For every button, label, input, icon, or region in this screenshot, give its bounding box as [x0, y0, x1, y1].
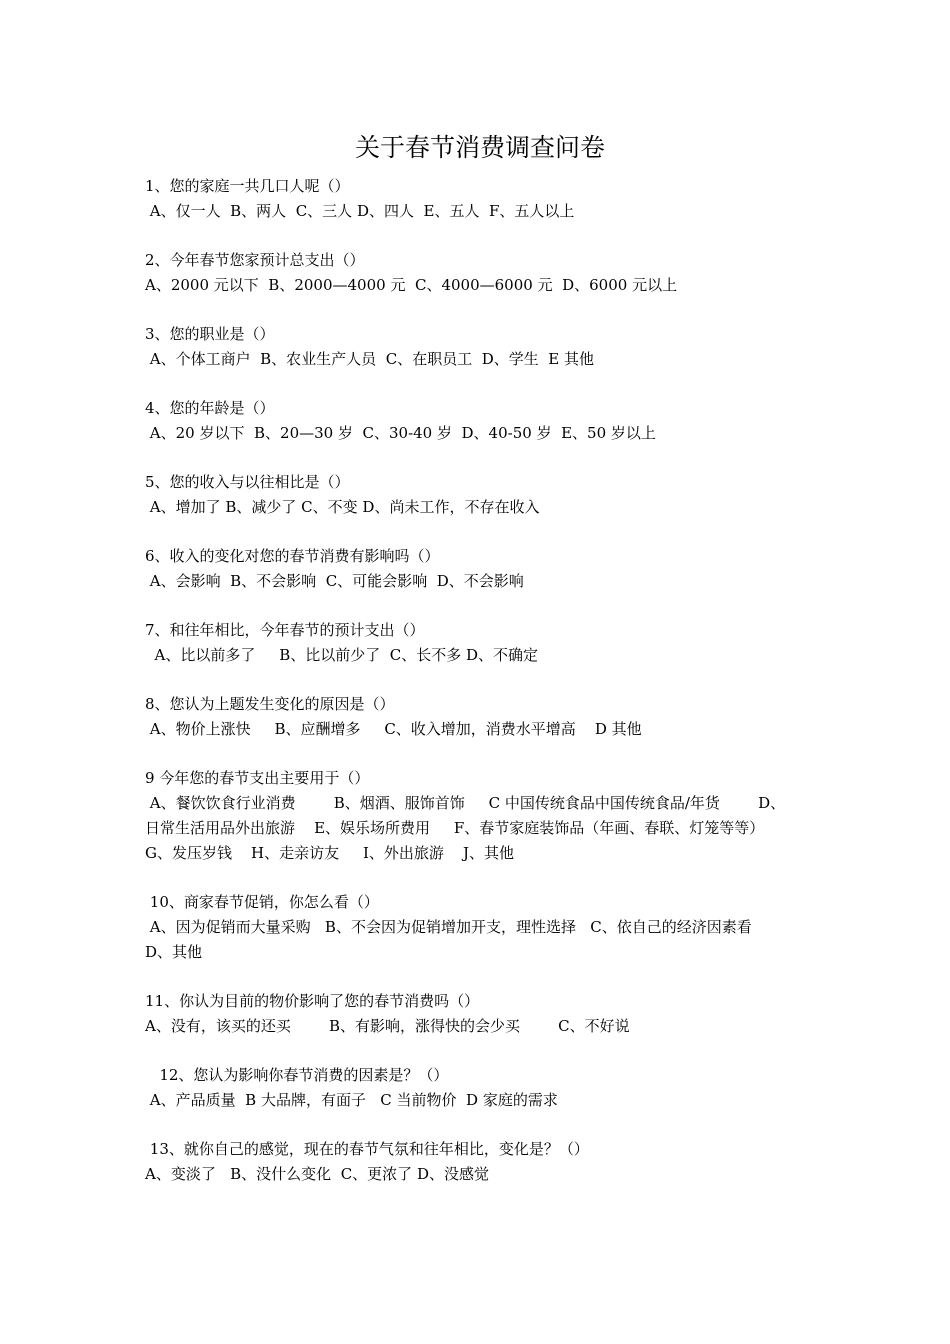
question-text: 6、收入的变化对您的春节消费有影响吗（）: [145, 547, 440, 565]
question-7: [145, 618, 815, 668]
question-5: [145, 470, 815, 520]
question-2: [145, 248, 815, 298]
question-4: [145, 396, 815, 446]
question-text: 13、就你自己的感觉，现在的春节气氛和往年相比，变化是？（）: [145, 1140, 589, 1158]
question-10: [145, 890, 815, 965]
question-13: [145, 1137, 815, 1187]
question-text: 2、今年春节您家预计总支出（）: [145, 251, 365, 269]
question-options: A、产品质量 B 大品牌，有面子 C 当前物价 D 家庭的需求: [145, 1091, 558, 1109]
question-text: 5、您的收入与以往相比是（）: [145, 473, 350, 491]
question-9: [145, 766, 815, 866]
question-options: A、2000 元以下 B、2000—4000 元 C、4000—6000 元 D、6000 元以上: [145, 276, 678, 294]
question-options: 日常生活用品外出旅游 E、娱乐场所费用 F、春节家庭装饰品（年画、春联、灯笼等等）: [145, 819, 765, 837]
document-title: 关于春节消费调查问卷: [354, 133, 605, 162]
question-text: 3、您的职业是（）: [145, 325, 275, 343]
question-text: 4、您的年龄是（）: [145, 399, 275, 417]
question-options: A、20 岁以下 B、20—30 岁 C、30-40 岁 D、40-50 岁 E、50 岁以上: [145, 424, 656, 442]
question-options: A、个体工商户 B、农业生产人员 C、在职员工 D、学生 E 其他: [145, 350, 595, 368]
question-options: A、没有，该买的还买 B、有影响，涨得快的会少买 C、不好说: [145, 1017, 630, 1035]
question-6: [145, 544, 815, 594]
question-text: 7、和往年相比，今年春节的预计支出（）: [145, 621, 425, 639]
question-options: A、物价上涨快 B、应酬增多 C、收入增加，消费水平增高 D 其他: [145, 720, 642, 738]
question-text: 8、您认为上题发生变化的原因是（）: [145, 695, 395, 713]
question-options: A、餐饮饮食行业消费 B、烟酒、服饰首饰 C 中国传统食品中国传统食品/年货 D、: [145, 794, 786, 812]
question-8: [145, 692, 815, 742]
question-text: 12、您认为影响你春节消费的因素是？（）: [145, 1066, 449, 1084]
question-options: G、发压岁钱 H、走亲访友 I、外出旅游 J、其他: [145, 844, 514, 862]
question-1: [145, 174, 815, 224]
question-text: 10、商家春节促销，你怎么看（）: [145, 893, 379, 911]
question-options: A、比以前多了 B、比以前少了 C、长不多 D、不确定: [145, 646, 539, 664]
question-options: A、仅一人 B、两人 C、三人 D、四人 E、五人 F、五人以上: [145, 202, 575, 220]
question-3: [145, 322, 815, 372]
question-text: 11、你认为目前的物价影响了您的春节消费吗（）: [145, 992, 480, 1010]
question-options: A、会影响 B、不会影响 C、可能会影响 D、不会影响: [145, 572, 524, 590]
question-12: [145, 1063, 815, 1113]
question-options: A、变淡了 B、没什么变化 C、更浓了 D、没感觉: [145, 1165, 489, 1183]
question-options: A、增加了 B、减少了 C、不变 D、尚未工作，不存在收入: [145, 498, 540, 516]
question-options: D、其他: [145, 943, 203, 961]
question-11: [145, 989, 815, 1039]
question-options: A、因为促销而大量采购 B、不会因为促销增加开支，理性选择 C、依自己的经济因素看: [145, 918, 752, 936]
question-text: 1、您的家庭一共几口人呢（）: [145, 177, 350, 195]
question-text: 9 今年您的春节支出主要用于（）: [145, 769, 370, 787]
survey-document: [145, 130, 815, 1211]
